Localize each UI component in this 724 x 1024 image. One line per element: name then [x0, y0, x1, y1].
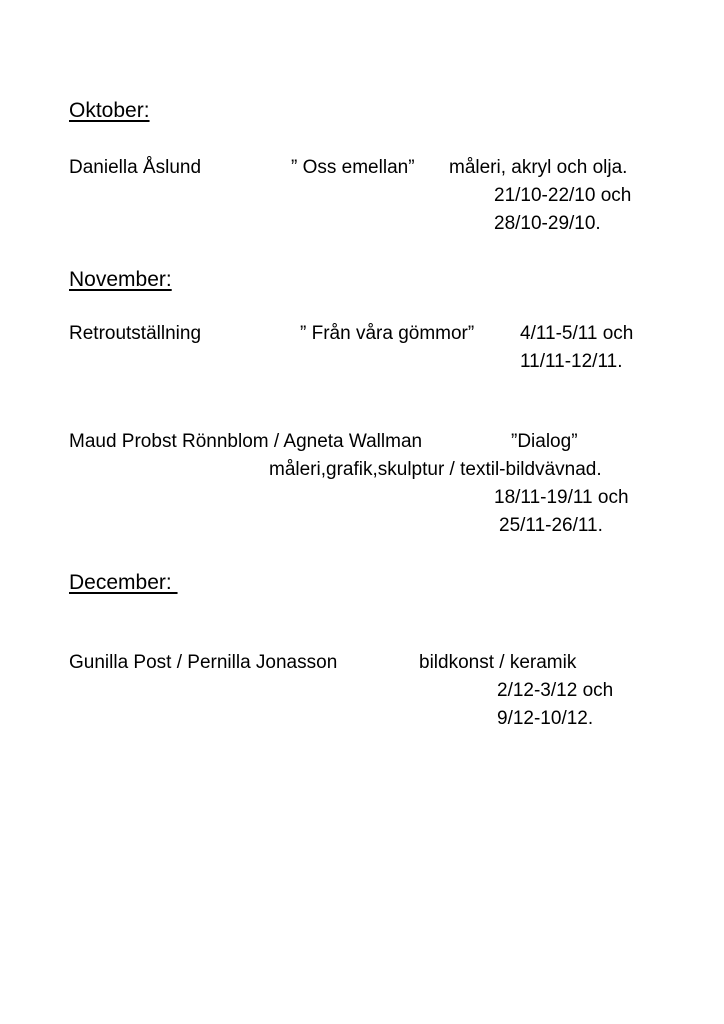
exhibition-dates: 18/11-19/11 och — [494, 487, 629, 508]
exhibition-title: ” Från våra gömmor” — [300, 323, 475, 344]
month-heading-november: November: — [69, 268, 172, 291]
artist-name: Gunilla Post / Pernilla Jonasson — [69, 652, 338, 673]
exhibition-dates: 4/11-5/11 och — [520, 323, 634, 344]
exhibition-title: ” Oss emellan” — [291, 157, 415, 178]
month-heading-oktober: Oktober: — [69, 99, 150, 122]
artist-name: Retroutställning — [69, 323, 202, 344]
exhibition-title: ”Dialog” — [511, 431, 578, 452]
artist-name: Maud Probst Rönnblom / Agneta Wallman — [69, 431, 423, 452]
exhibition-dates: 11/11-12/11. — [520, 351, 623, 372]
exhibition-medium: måleri,grafik,skulptur / textil-bildvävnad. — [269, 459, 602, 480]
exhibition-medium: bildkonst / keramik — [419, 652, 577, 673]
exhibition-medium: måleri, akryl och olja. — [449, 157, 628, 178]
month-heading-december: December: — [69, 571, 178, 594]
exhibition-dates: 2/12-3/12 och — [497, 680, 614, 701]
exhibition-dates: 9/12-10/12. — [497, 708, 594, 729]
exhibition-dates: 25/11-26/11. — [499, 515, 603, 536]
artist-name: Daniella Åslund — [69, 157, 202, 178]
exhibition-dates: 28/10-29/10. — [494, 213, 601, 234]
exhibition-dates: 21/10-22/10 och — [494, 185, 632, 206]
